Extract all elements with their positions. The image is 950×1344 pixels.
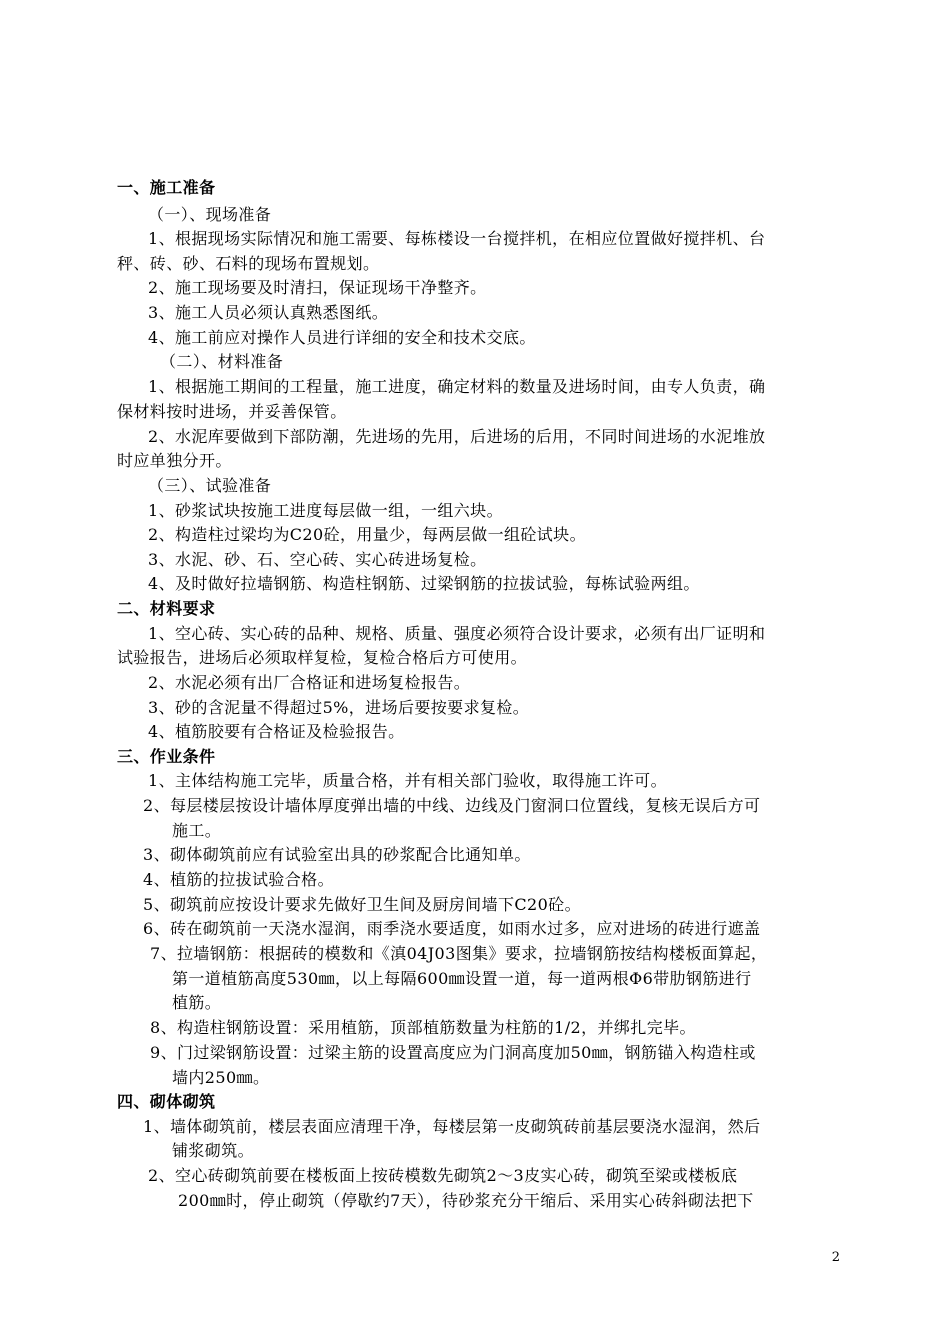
text-line: 3、砌体砌筑前应有试验室出具的砂浆配合比通知单。	[143, 845, 531, 864]
text-line: 试验报告，进场后必须取样复检，复检合格后方可使用。	[117, 648, 528, 667]
text-line: 5、砌筑前应按设计要求先做好卫生间及厨房间墙下C20砼。	[143, 895, 581, 914]
text-line: 1、墙体砌筑前，楼层表面应清理干净，每楼层第一皮砌筑砖前基层要浇水湿润，然后	[143, 1117, 761, 1136]
page-number: 2	[831, 1250, 840, 1265]
text-line: 3、施工人员必须认真熟悉图纸。	[148, 303, 389, 322]
subsection-heading: （三）、试验准备	[148, 476, 272, 495]
text-line: 1、砂浆试块按施工进度每层做一组，一组六块。	[148, 501, 503, 520]
text-line: 1、主体结构施工完毕，质量合格，并有相关部门验收，取得施工许可。	[148, 771, 667, 790]
text-line: 9、门过梁钢筋设置：过梁主筋的设置高度应为门洞高度加50㎜，钢筋锚入构造柱或	[150, 1043, 756, 1062]
section-heading: 二、材料要求	[117, 599, 216, 618]
text-line: 2、水泥库要做到下部防潮，先进场的先用，后进场的后用，不同时间进场的水泥堆放	[148, 427, 766, 446]
text-line: 3、水泥、砂、石、空心砖、实心砖进场复检。	[148, 550, 487, 569]
text-line: 秤、砖、砂、石料的现场布置规划。	[117, 254, 380, 273]
text-line: 铺浆砌筑。	[172, 1141, 255, 1160]
text-line: 4、植筋的拉拔试验合格。	[143, 870, 334, 889]
text-line: 4、植筋胶要有合格证及检验报告。	[148, 722, 405, 741]
text-line: 植筋。	[172, 993, 222, 1012]
subsection-heading: （一）、现场准备	[148, 205, 272, 224]
section-heading: 三、作业条件	[117, 747, 216, 766]
text-line: 3、砂的含泥量不得超过5%，进场后要按要求复检。	[148, 698, 530, 717]
text-line: 第一道植筋高度530㎜，以上每隔600㎜设置一道，每一道两根Φ6带肋钢筋进行	[172, 969, 752, 988]
text-line: 墙内250㎜。	[172, 1068, 270, 1087]
text-line: 2、施工现场要及时清扫，保证现场干净整齐。	[148, 278, 487, 297]
text-line: 200㎜时，停止砌筑（停歇约7天），待砂浆充分干缩后、采用实心砖斜砌法把下	[178, 1191, 754, 1210]
subsection-heading: （二）、材料准备	[160, 352, 284, 371]
text-line: 8、构造柱钢筋设置：采用植筋，顶部植筋数量为柱筋的1/2，并绑扎完毕。	[150, 1018, 696, 1037]
text-line: 4、施工前应对操作人员进行详细的安全和技术交底。	[148, 328, 536, 347]
text-line: 保材料按时进场，并妥善保管。	[117, 402, 347, 421]
section-heading: 四、砌体砌筑	[117, 1092, 216, 1111]
text-line: 1、根据现场实际情况和施工需要、每栋楼设一台搅拌机，在相应位置做好搅拌机、台	[148, 229, 766, 248]
text-line: 2、空心砖砌筑前要在楼板面上按砖模数先砌筑2～3皮实心砖，砌筑至梁或楼板底	[148, 1166, 738, 1185]
text-line: 4、及时做好拉墙钢筋、构造柱钢筋、过梁钢筋的拉拔试验，每栋试验两组。	[148, 574, 700, 593]
text-line: 6、砖在砌筑前一天浇水湿润，雨季浇水要适度，如雨水过多，应对进场的砖进行遮盖	[143, 919, 761, 938]
section-heading: 一、施工准备	[117, 178, 216, 197]
text-line: 时应单独分开。	[117, 451, 232, 470]
text-line: 施工。	[172, 821, 222, 840]
text-line: 7、拉墙钢筋：根据砖的模数和《滇04J03图集》要求，拉墙钢筋按结构楼板面算起，	[150, 944, 768, 963]
text-line: 2、水泥必须有出厂合格证和进场复检报告。	[148, 673, 471, 692]
text-line: 1、空心砖、实心砖的品种、规格、质量、强度必须符合设计要求，必须有出厂证明和	[148, 624, 766, 643]
text-line: 2、构造柱过梁均为C20砼，用量少，每两层做一组砼试块。	[148, 525, 586, 544]
text-line: 1、根据施工期间的工程量，施工进度，确定材料的数量及进场时间，由专人负责，确	[148, 377, 766, 396]
text-line: 2、每层楼层按设计墙体厚度弹出墙的中线、边线及门窗洞口位置线，复核无误后方可	[143, 796, 761, 815]
